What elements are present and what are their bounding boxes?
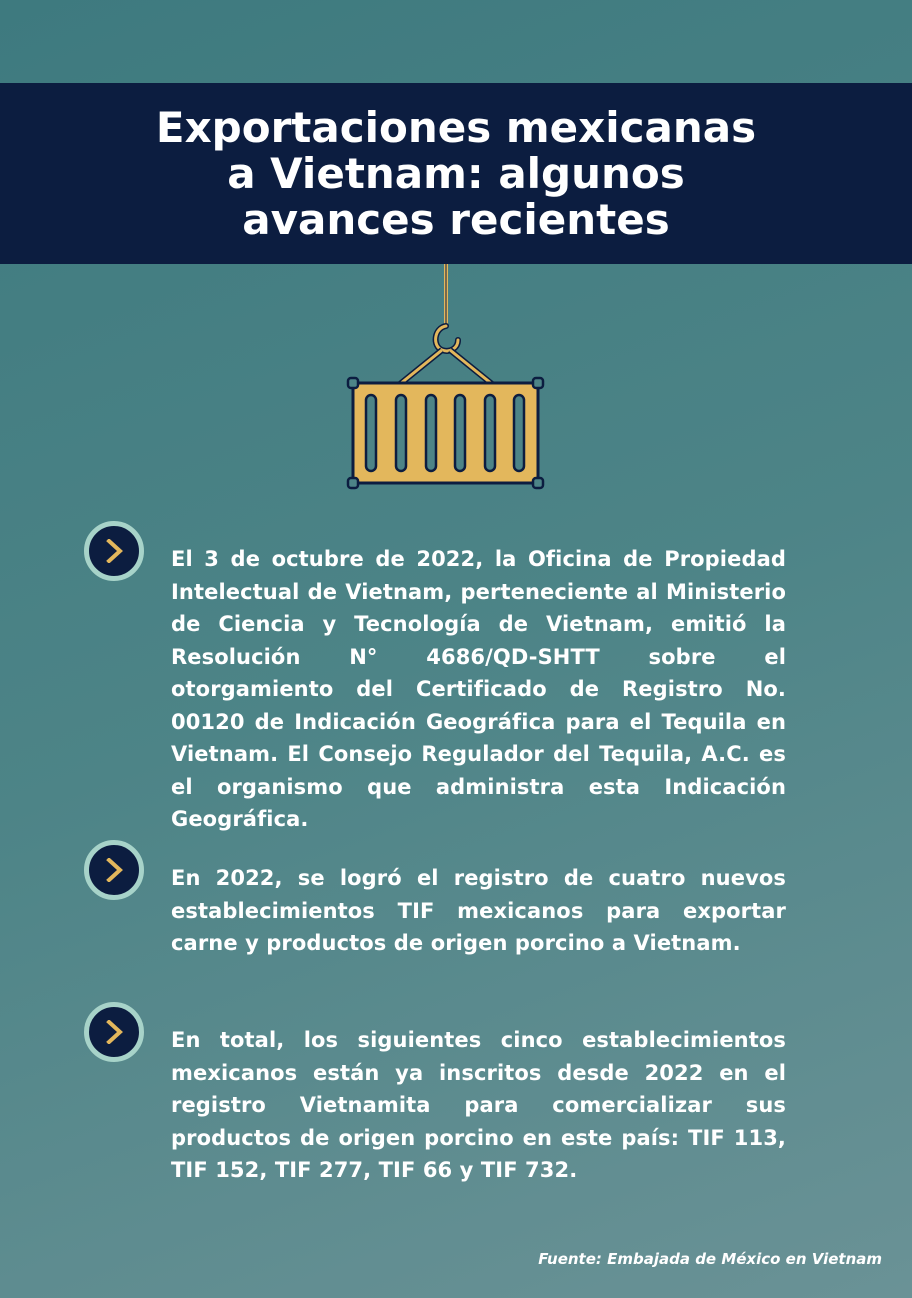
title-band — [0, 83, 912, 264]
bullet-badge — [84, 1002, 144, 1062]
page-title: Exportaciones mexicanas a Vietnam: algunos avances recientes — [155, 102, 757, 244]
bullet-badge — [84, 840, 144, 900]
item-text: El 3 de octubre de 2022, la Oficina de Propiedad Intelectual de Vietnam, perteneciente al Ministerio de Ciencia y Tecnología de Vietnam, emitió la Resolución N° 4686/QD-SHTT sobre el otorgamiento del Certificado de Registro No. 00120 de Indicación Geográfica para el Tequila en Vietnam. El Consejo Regulador del Tequila, A.C. es el organismo que administra esta Indicación Geográfica. — [171, 547, 786, 831]
chevron-right-icon — [102, 539, 126, 563]
chevron-right-icon — [102, 1020, 126, 1044]
source-credit: Fuente: Embajada de México en Vietnam — [538, 1250, 882, 1268]
chevron-right-icon — [102, 858, 126, 882]
shipping-container-hook-icon — [340, 264, 550, 490]
bullet-badge — [84, 521, 144, 581]
item-text: En 2022, se logró el registro de cuatro nuevos establecimientos TIF mexicanos para exportar carne y productos de origen porcino a Vietnam. — [171, 866, 786, 955]
item-text: En total, los siguientes cinco establecimientos mexicanos están ya inscritos desde 2022 en el registro Vietnamita para comercializar sus productos de origen porcino en este país: TIF 113, TIF 152, TIF 277, TIF 66 y TIF 732. — [171, 1028, 786, 1182]
